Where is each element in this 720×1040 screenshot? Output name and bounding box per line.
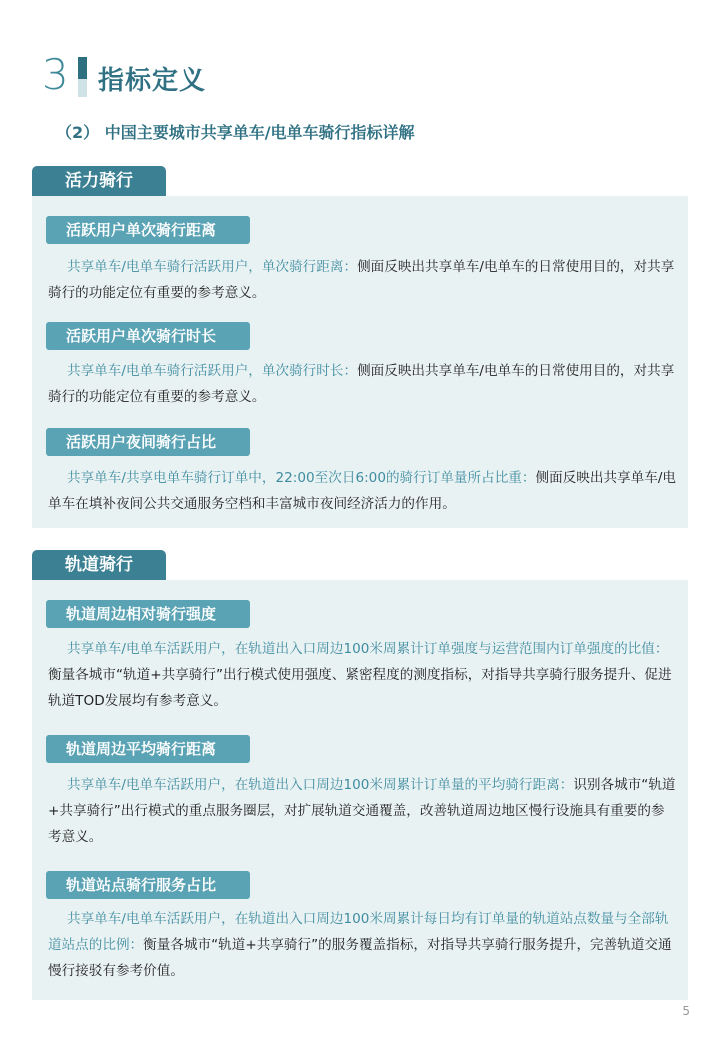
item-lead: 共享单车/电单车活跃用户，在轨道出入口周边100米周累计每日均有订单量的轨道站点数量与全部轨道站点的比例： (48, 911, 669, 953)
item-description (48, 254, 678, 306)
page-number: 5 (682, 1004, 690, 1018)
section-number: 3 (42, 50, 69, 99)
title-accent-bar (78, 57, 87, 97)
item-description (48, 906, 678, 984)
section-title: 指标定义 (98, 66, 207, 96)
item-tag: 轨道周边平均骑行距离 (46, 735, 250, 763)
item-lead: 共享单车/共享电单车骑行订单中，22:00至次日6:00的骑行订单量所占比重： (67, 470, 536, 486)
item-description (48, 358, 678, 410)
panel-tab-rail-riding: 轨道骑行 (32, 550, 166, 580)
item-body: 侧面反映出共享单车/电单车在填补夜间公共交通服务空档和丰富城市夜间经济活力的作用。 (48, 470, 677, 512)
item-lead: 共享单车/电单车骑行活跃用户，单次骑行时长： (67, 363, 358, 379)
item-lead: 共享单车/电单车骑行活跃用户，单次骑行距离： (67, 259, 358, 275)
item-description (48, 772, 678, 850)
panel-tab-vitality-riding: 活力骑行 (32, 166, 166, 196)
item-body: 衡量各城市“轨道+共享骑行”出行模式使用强度、紧密程度的测度指标，对指导共享骑行服务提升、促进轨道TOD发展均有参考意义。 (48, 667, 672, 709)
item-body: 侧面反映出共享单车/电单车的日常使用目的，对共享骑行的功能定位有重要的参考意义。 (48, 363, 675, 405)
item-body: 侧面反映出共享单车/电单车的日常使用目的，对共享骑行的功能定位有重要的参考意义。 (48, 259, 675, 301)
item-body: 衡量各城市“轨道+共享骑行”的服务覆盖指标，对指导共享骑行服务提升，完善轨道交通慢行接驳有参考价值。 (48, 937, 672, 979)
item-description (48, 636, 678, 714)
item-body: 识别各城市“轨道+共享骑行”出行模式的重点服务圈层，对扩展轨道交通覆盖，改善轨道周边地区慢行设施具有重要的参考意义。 (48, 777, 676, 845)
item-tag: 活跃用户单次骑行时长 (46, 322, 250, 350)
item-description (48, 465, 678, 517)
page-subtitle: （2） 中国主要城市共享单车/电单车骑行指标详解 (56, 123, 415, 142)
item-tag: 活跃用户夜间骑行占比 (46, 428, 250, 456)
item-lead: 共享单车/电单车活跃用户，在轨道出入口周边100米周累计订单量的平均骑行距离： (67, 777, 574, 793)
item-tag: 轨道周边相对骑行强度 (46, 600, 250, 628)
item-lead: 共享单车/电单车活跃用户，在轨道出入口周边100米周累计订单强度与运营范围内订单强度的比值： (67, 641, 669, 657)
item-tag: 活跃用户单次骑行距离 (46, 216, 250, 244)
item-tag: 轨道站点骑行服务占比 (46, 871, 250, 899)
